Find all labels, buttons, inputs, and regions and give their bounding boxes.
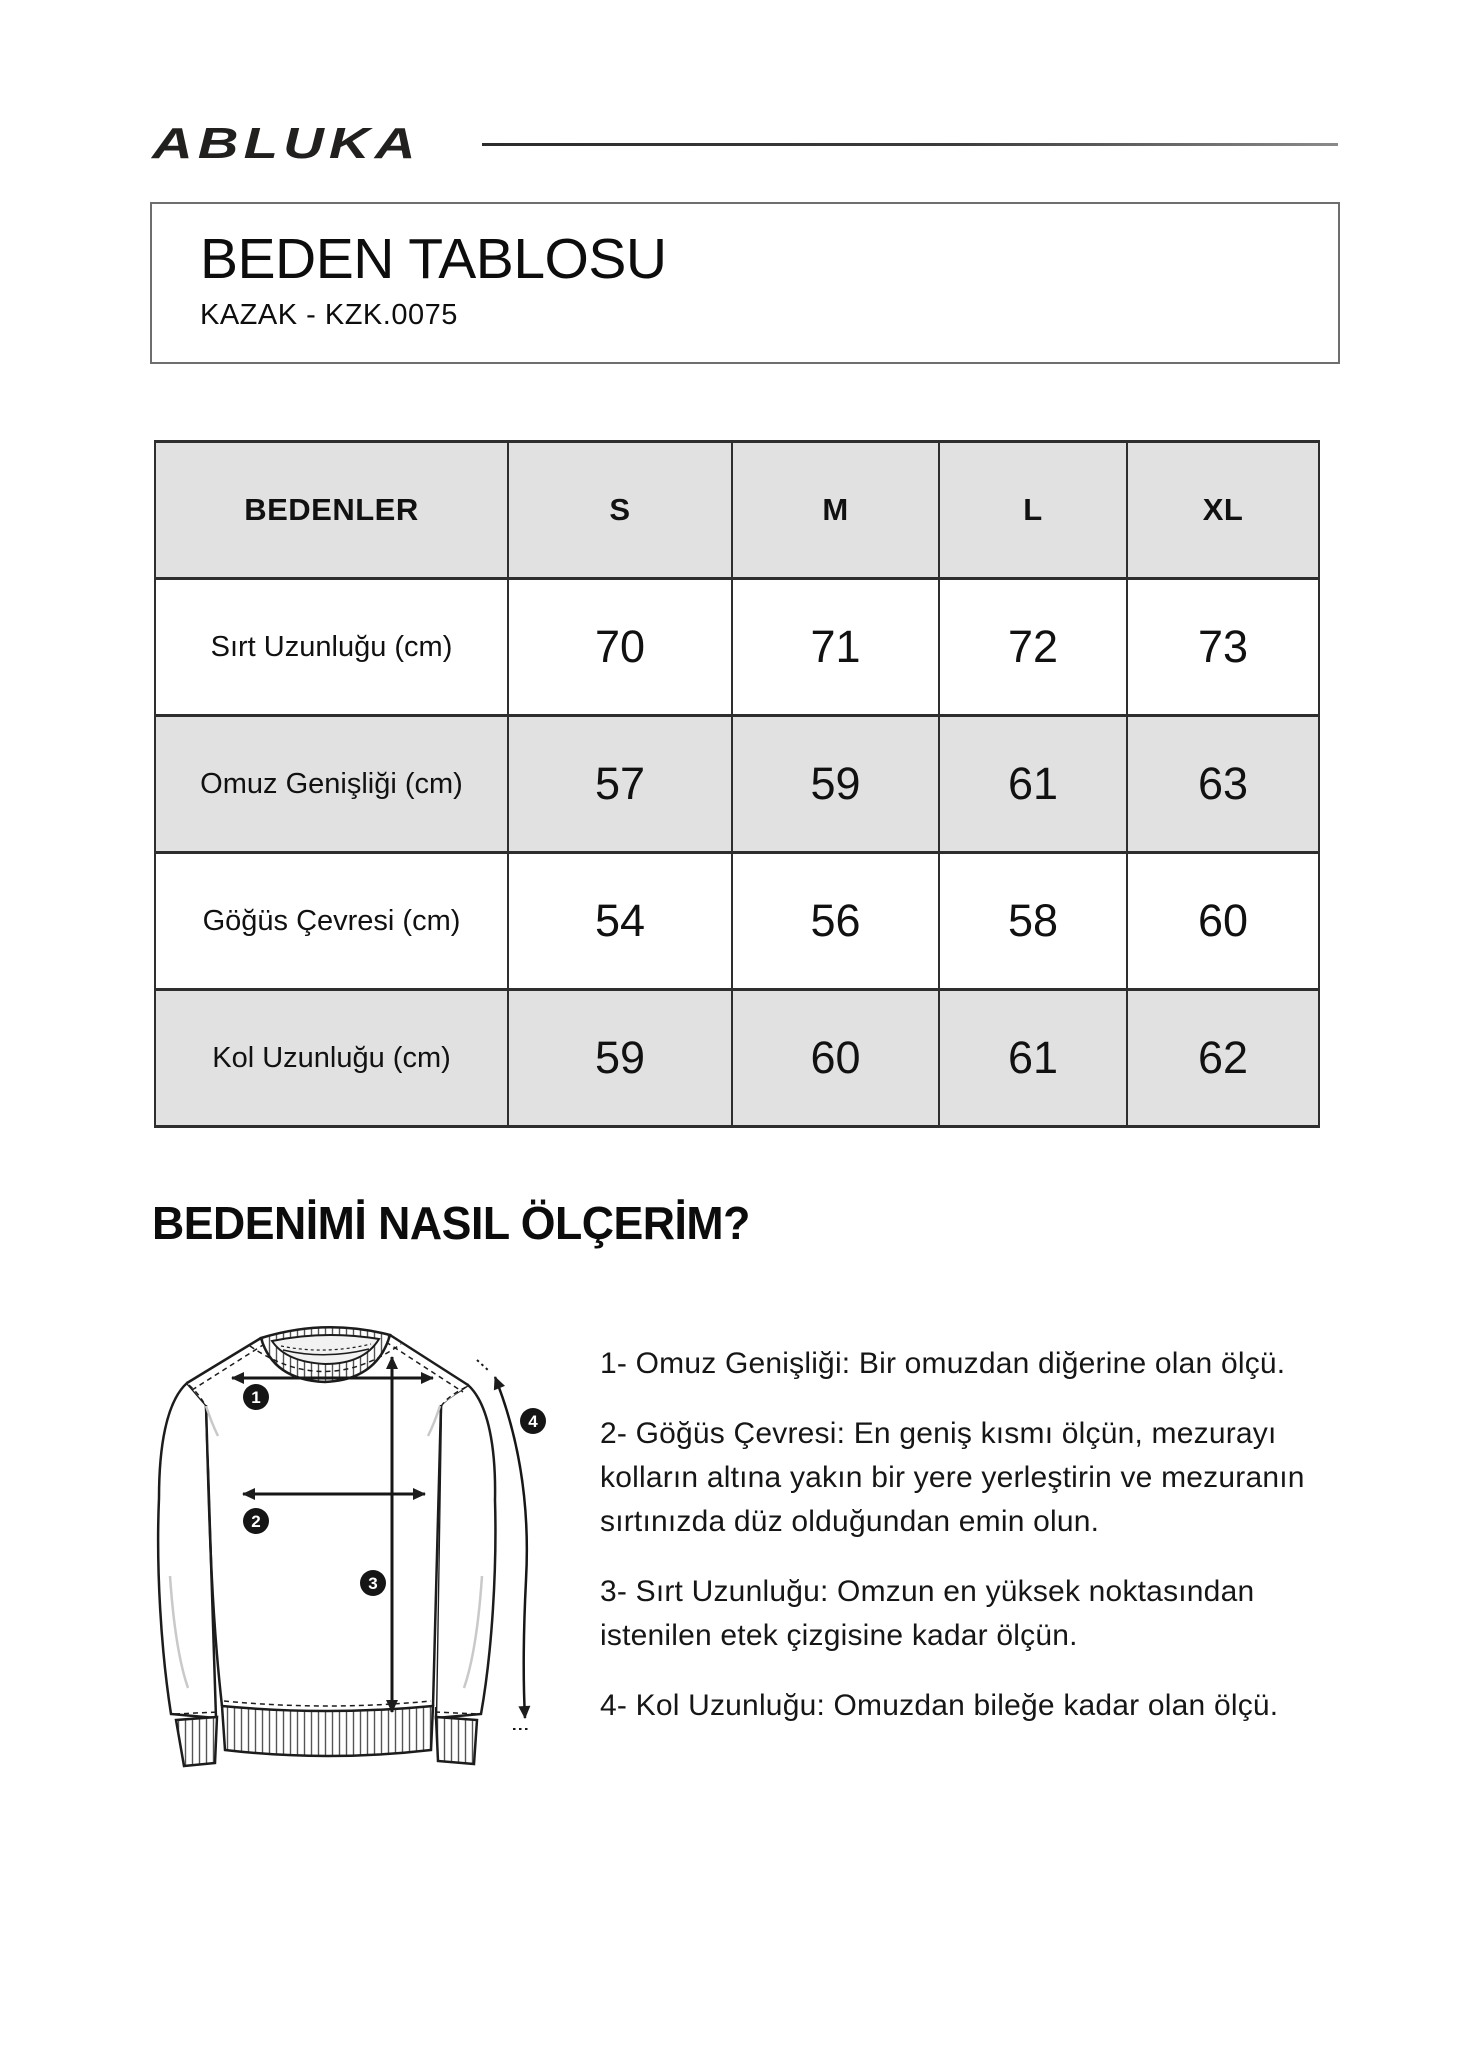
column-header-l: L (939, 442, 1127, 579)
size-value: 54 (508, 853, 732, 990)
measure-section-title: BEDENİMİ NASIL ÖLÇERİM? (152, 1197, 750, 1249)
size-value: 63 (1127, 716, 1319, 853)
column-header-sizes: BEDENLER (155, 442, 508, 579)
size-value: 59 (732, 716, 939, 853)
column-header-xl: XL (1127, 442, 1319, 579)
product-code: KAZAK - KZK.0075 (200, 298, 458, 331)
table-row-sleeve-length (155, 990, 1319, 1127)
size-value: 72 (939, 579, 1127, 716)
sleeve-arrow-top-ticks (477, 1360, 489, 1371)
instruction-item: 1- Omuz Genişliği: Bir omuzdan diğerine olan ölçü. (600, 1347, 1286, 1380)
marker-1 (243, 1384, 269, 1410)
row-label: Omuz Genişliği (cm) (155, 716, 508, 853)
table-header-row (155, 442, 1319, 579)
size-value: 61 (939, 716, 1127, 853)
marker-1-number: 1 (251, 1388, 261, 1407)
marker-2 (243, 1508, 269, 1534)
marker-3 (360, 1570, 386, 1596)
sleeve-length-arrow (495, 1377, 527, 1718)
brand-logo-wrap (152, 119, 482, 168)
body (187, 1330, 468, 1712)
table-row-back-length (155, 579, 1319, 716)
row-label: Göğüs Çevresi (cm) (155, 853, 508, 990)
right-cuff (436, 1717, 477, 1764)
marker-2-number: 2 (251, 1512, 261, 1531)
column-header-m: M (732, 442, 939, 579)
row-label: Sırt Uzunluğu (cm) (155, 579, 508, 716)
size-value: 73 (1127, 579, 1319, 716)
column-header-s: S (508, 442, 732, 579)
right-sleeve (436, 1385, 495, 1718)
size-value: 56 (732, 853, 939, 990)
marker-3-number: 3 (368, 1574, 378, 1593)
row-label: Kol Uzunluğu (cm) (155, 990, 508, 1127)
left-cuff (176, 1717, 217, 1766)
size-table (154, 440, 1320, 1128)
brand-logo: ABLUKA (152, 119, 421, 168)
size-value: 57 (508, 716, 732, 853)
size-value: 59 (508, 990, 732, 1127)
marker-4-number: 4 (528, 1412, 538, 1431)
instruction-item: 2- Göğüs Çevresi: En geniş kısmı ölçün, mezurayı kolların altına yakın bir yere yerleştirin ve mezuranın sırtınızda düz olduğundan emin olun. (600, 1417, 1305, 1538)
size-value: 71 (732, 579, 939, 716)
table-row-shoulder-width (155, 716, 1319, 853)
page-title: BEDEN TABLOSU (200, 227, 667, 291)
size-value: 58 (939, 853, 1127, 990)
size-chart-header-box (150, 202, 1340, 364)
brand-header (152, 120, 1338, 168)
size-value: 60 (732, 990, 939, 1127)
size-value: 61 (939, 990, 1127, 1127)
size-value: 60 (1127, 853, 1319, 990)
size-value: 62 (1127, 990, 1319, 1127)
size-value: 70 (508, 579, 732, 716)
table-row-chest (155, 853, 1319, 990)
brand-divider-line (482, 143, 1338, 146)
marker-4 (520, 1408, 546, 1434)
hem-band (222, 1706, 433, 1756)
instruction-item: 3- Sırt Uzunluğu: Omzun en yüksek noktasından istenilen etek çizgisine kadar ölçün. (600, 1575, 1255, 1652)
instruction-item: 4- Kol Uzunluğu: Omuzdan bileğe kadar olan ölçü. (600, 1689, 1279, 1722)
sweater-measurement-diagram (100, 1280, 600, 1800)
measure-instructions (600, 1342, 1340, 1754)
